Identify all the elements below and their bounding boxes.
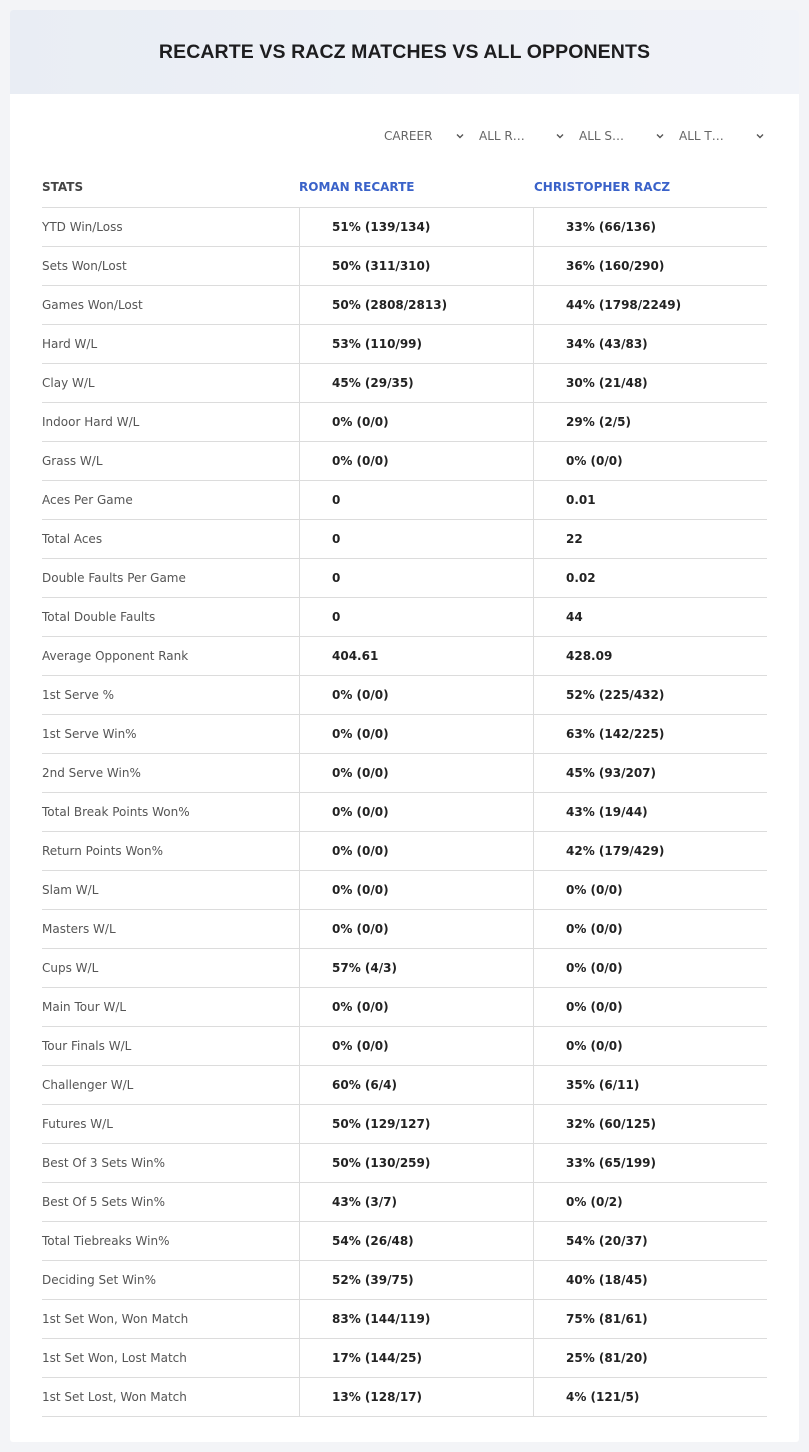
player2-value: 0.02 xyxy=(533,559,767,597)
filter-round-label: ALL R… xyxy=(479,129,525,143)
player2-value: 0% (0/2) xyxy=(533,1183,767,1221)
stat-label: 1st Set Won, Won Match xyxy=(42,1312,189,1326)
player2-value: 45% (93/207) xyxy=(533,754,767,792)
player1-value: 0% (0/0) xyxy=(299,793,534,831)
stat-label: 1st Set Won, Lost Match xyxy=(42,1351,187,1365)
player2-value: 0% (0/0) xyxy=(533,442,767,480)
player2-value: 0% (0/0) xyxy=(533,910,767,948)
stat-label: Masters W/L xyxy=(42,922,116,936)
table-row xyxy=(42,988,767,1027)
stat-label: Aces Per Game xyxy=(42,493,133,507)
table-row xyxy=(42,754,767,793)
filter-round-dropdown[interactable] xyxy=(479,126,564,146)
stat-label: Clay W/L xyxy=(42,376,95,390)
stat-label: Total Tiebreaks Win% xyxy=(42,1234,170,1248)
table-row xyxy=(42,559,767,598)
table-row xyxy=(42,598,767,637)
player1-value: 0 xyxy=(299,520,534,558)
chevron-down-icon xyxy=(756,132,764,140)
player1-value: 0% (0/0) xyxy=(299,754,534,792)
player1-value: 13% (128/17) xyxy=(299,1378,534,1416)
table-row xyxy=(42,676,767,715)
player2-value: 75% (81/61) xyxy=(533,1300,767,1338)
player1-value: 404.61 xyxy=(299,637,534,675)
player2-value: 0% (0/0) xyxy=(533,871,767,909)
player2-value: 29% (2/5) xyxy=(533,403,767,441)
stat-label: Total Aces xyxy=(42,532,103,546)
stat-label: Main Tour W/L xyxy=(42,1000,127,1014)
player1-value: 60% (6/4) xyxy=(299,1066,534,1104)
player1-value: 45% (29/35) xyxy=(299,364,534,402)
player2-value: 43% (19/44) xyxy=(533,793,767,831)
filter-period-label: CAREER xyxy=(384,129,433,143)
stat-label: Challenger W/L xyxy=(42,1078,134,1092)
stat-label: Indoor Hard W/L xyxy=(42,415,140,429)
player2-value: 36% (160/290) xyxy=(533,247,767,285)
stat-label: 1st Serve Win% xyxy=(42,727,137,741)
player2-column-header[interactable]: CHRISTOPHER RACZ xyxy=(534,180,671,194)
table-body xyxy=(42,208,767,1417)
player2-value: 4% (121/5) xyxy=(533,1378,767,1416)
player2-value: 0.01 xyxy=(533,481,767,519)
player2-value: 34% (43/83) xyxy=(533,325,767,363)
player1-column-header[interactable]: ROMAN RECARTE xyxy=(299,180,415,194)
table-row xyxy=(42,832,767,871)
player2-value: 33% (66/136) xyxy=(533,208,767,246)
stat-label: 1st Serve % xyxy=(42,688,115,702)
stat-label: Hard W/L xyxy=(42,337,98,351)
table-row xyxy=(42,1378,767,1417)
table-row xyxy=(42,1066,767,1105)
table-row xyxy=(42,1339,767,1378)
card-header xyxy=(10,10,799,94)
player2-value: 0% (0/0) xyxy=(533,988,767,1026)
stat-label: Average Opponent Rank xyxy=(42,649,189,663)
player1-value: 83% (144/119) xyxy=(299,1300,534,1338)
stat-label: 2nd Serve Win% xyxy=(42,766,141,780)
player1-value: 0% (0/0) xyxy=(299,871,534,909)
table-row xyxy=(42,1105,767,1144)
player2-value: 33% (65/199) xyxy=(533,1144,767,1182)
chevron-down-icon xyxy=(656,132,664,140)
filter-period-dropdown[interactable] xyxy=(384,126,464,146)
stat-label: Tour Finals W/L xyxy=(42,1039,132,1053)
player1-value: 50% (129/127) xyxy=(299,1105,534,1143)
table-row xyxy=(42,1183,767,1222)
table-row xyxy=(42,1144,767,1183)
table-row xyxy=(42,793,767,832)
stat-label: Futures W/L xyxy=(42,1117,113,1131)
player1-value: 0 xyxy=(299,598,534,636)
player2-value: 25% (81/20) xyxy=(533,1339,767,1377)
stats-column-header: STATS xyxy=(42,180,84,194)
player1-value: 0 xyxy=(299,559,534,597)
stat-label: Slam W/L xyxy=(42,883,99,897)
stats-table xyxy=(42,160,767,1417)
player2-value: 30% (21/48) xyxy=(533,364,767,402)
player2-value: 44% (1798/2249) xyxy=(533,286,767,324)
player1-value: 53% (110/99) xyxy=(299,325,534,363)
stat-label: Games Won/Lost xyxy=(42,298,143,312)
table-row xyxy=(42,1261,767,1300)
table-row xyxy=(42,325,767,364)
player2-value: 428.09 xyxy=(533,637,767,675)
player2-value: 40% (18/45) xyxy=(533,1261,767,1299)
player1-value: 43% (3/7) xyxy=(299,1183,534,1221)
player1-value: 0% (0/0) xyxy=(299,403,534,441)
player2-value: 52% (225/432) xyxy=(533,676,767,714)
filter-bar xyxy=(10,126,799,146)
player1-value: 0% (0/0) xyxy=(299,832,534,870)
table-header xyxy=(42,160,767,208)
table-row xyxy=(42,481,767,520)
player2-value: 0% (0/0) xyxy=(533,1027,767,1065)
stat-label: 1st Set Lost, Won Match xyxy=(42,1390,187,1404)
player1-value: 0% (0/0) xyxy=(299,676,534,714)
player2-value: 63% (142/225) xyxy=(533,715,767,753)
player1-value: 0 xyxy=(299,481,534,519)
chevron-down-icon xyxy=(556,132,564,140)
stat-label: YTD Win/Loss xyxy=(42,220,123,234)
stat-label: Best Of 5 Sets Win% xyxy=(42,1195,166,1209)
player2-value: 32% (60/125) xyxy=(533,1105,767,1143)
player2-value: 44 xyxy=(533,598,767,636)
player2-value: 35% (6/11) xyxy=(533,1066,767,1104)
stat-label: Best Of 3 Sets Win% xyxy=(42,1156,166,1170)
table-row xyxy=(42,949,767,988)
player1-value: 0% (0/0) xyxy=(299,715,534,753)
table-row xyxy=(42,364,767,403)
table-row xyxy=(42,637,767,676)
table-row xyxy=(42,1300,767,1339)
player1-value: 0% (0/0) xyxy=(299,442,534,480)
player1-value: 0% (0/0) xyxy=(299,1027,534,1065)
player1-value: 54% (26/48) xyxy=(299,1222,534,1260)
player1-value: 0% (0/0) xyxy=(299,988,534,1026)
table-row xyxy=(42,1027,767,1066)
player1-value: 0% (0/0) xyxy=(299,910,534,948)
player2-value: 42% (179/429) xyxy=(533,832,767,870)
table-row xyxy=(42,1222,767,1261)
stat-label: Return Points Won% xyxy=(42,844,164,858)
player1-value: 17% (144/25) xyxy=(299,1339,534,1377)
player1-value: 52% (39/75) xyxy=(299,1261,534,1299)
table-row xyxy=(42,871,767,910)
player2-value: 22 xyxy=(533,520,767,558)
filter-tournament-label: ALL T… xyxy=(679,129,724,143)
filter-surface-label: ALL S… xyxy=(579,129,625,143)
stat-label: Sets Won/Lost xyxy=(42,259,127,273)
stats-card xyxy=(10,10,799,1442)
player2-value: 54% (20/37) xyxy=(533,1222,767,1260)
player1-value: 51% (139/134) xyxy=(299,208,534,246)
stat-label: Deciding Set Win% xyxy=(42,1273,157,1287)
player1-value: 57% (4/3) xyxy=(299,949,534,987)
chevron-down-icon xyxy=(456,132,464,140)
player1-value: 50% (311/310) xyxy=(299,247,534,285)
filter-tournament-dropdown[interactable] xyxy=(679,126,764,146)
table-row xyxy=(42,208,767,247)
filter-surface-dropdown[interactable] xyxy=(579,126,664,146)
table-row xyxy=(42,715,767,754)
table-row xyxy=(42,910,767,949)
player2-value: 0% (0/0) xyxy=(533,949,767,987)
page-title: RECARTE VS RACZ MATCHES VS ALL OPPONENTS xyxy=(158,40,651,63)
table-row xyxy=(42,442,767,481)
table-row xyxy=(42,403,767,442)
table-row xyxy=(42,247,767,286)
player1-value: 50% (2808/2813) xyxy=(299,286,534,324)
stat-label: Grass W/L xyxy=(42,454,103,468)
table-row xyxy=(42,286,767,325)
stat-label: Total Double Faults xyxy=(42,610,156,624)
table-row xyxy=(42,520,767,559)
stat-label: Double Faults Per Game xyxy=(42,571,186,585)
stat-label: Cups W/L xyxy=(42,961,99,975)
stat-label: Total Break Points Won% xyxy=(42,805,190,819)
player1-value: 50% (130/259) xyxy=(299,1144,534,1182)
